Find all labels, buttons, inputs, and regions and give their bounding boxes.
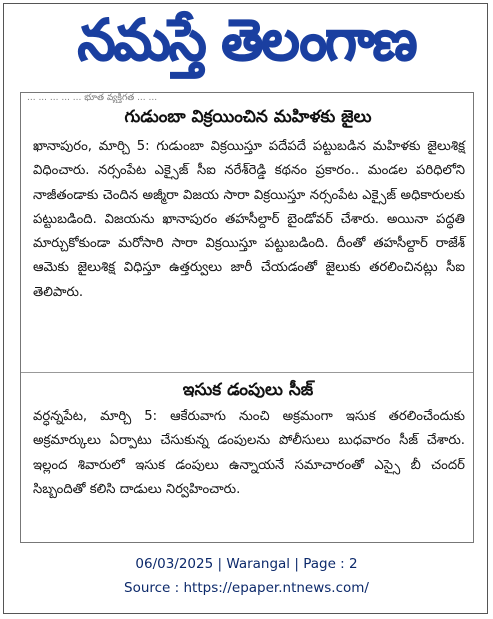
article-clipping [20,92,474,543]
headline-sand-seize: ఇసుక డంపులు సీజ్ [182,380,314,400]
article-body-sand: వర్ధన్నపేట, మార్చి 5: ఆకేరువాగు నుంచి అక్రమంగా ఇసుక తరలించేందుకు అక్రమార్కులు ఏర్పాటు చేసుకున్న డంపులను పోలీసులు బుధవారం సీజ్ చేశారు. ఇల్లంద శివారులో ఇసుక డంపులు ఉన్నాయనే సమాచారంతో ఎస్సై బీ చందర్ సిబ్బందితో కలిసి దాడులు నిర్వహించారు. [33,409,465,497]
headline-jail: గుడుంబా విక్రయించిన మహిళకు జైలు [124,107,372,127]
masthead-title: నమస్తే తెలంగాణ [77,6,416,73]
article-body-jail: ఖానాపురం, మార్చి 5: గుడుంబా విక్రయిస్తూ పదేపదే పట్టుబడిన మహిళకు జైలుశిక్ష విధించారు. నర్సంపేట ఎక్సైజ్ సీఐ నరేశ్‌రెడ్డి కథనం ప్రకారం.. మండల పరిధిలోని నాజీతండాకు చెందిన అజ్మీరా విజయ సారా విక్రయిస్తూ నర్సంపేట ఎక్సైజ్ అధికారులకు పట్టుబడింది. విజయను ఖానాపురం తహసీల్దార్ బైండోవర్ చేశారు. అయినా పద్ధతి మార్చుకోకుండా మరోసారి సారా విక్రయిస్తూ పట్టుబడింది. దీంతో తహసీల్దార్ రాజేశ్ ఆమెకు జైలుశిక్ష విధిస్తూ ఉత్తర్వులు జారీ చేయడంతో జైలుకు తరలించినట్లు సీఐ తెలిపారు. [33,139,465,300]
cut-off-text: ... ... ... ... ... భూత వ్యక్తిగత ... ... [27,93,158,103]
footer-date-edition: 06/03/2025 | Warangal | Page : 2 [135,556,358,572]
section-divider [21,372,474,373]
masthead-logo [0,8,493,86]
footer-source-link[interactable]: Source : https://epaper.ntnews.com/ [124,580,369,596]
